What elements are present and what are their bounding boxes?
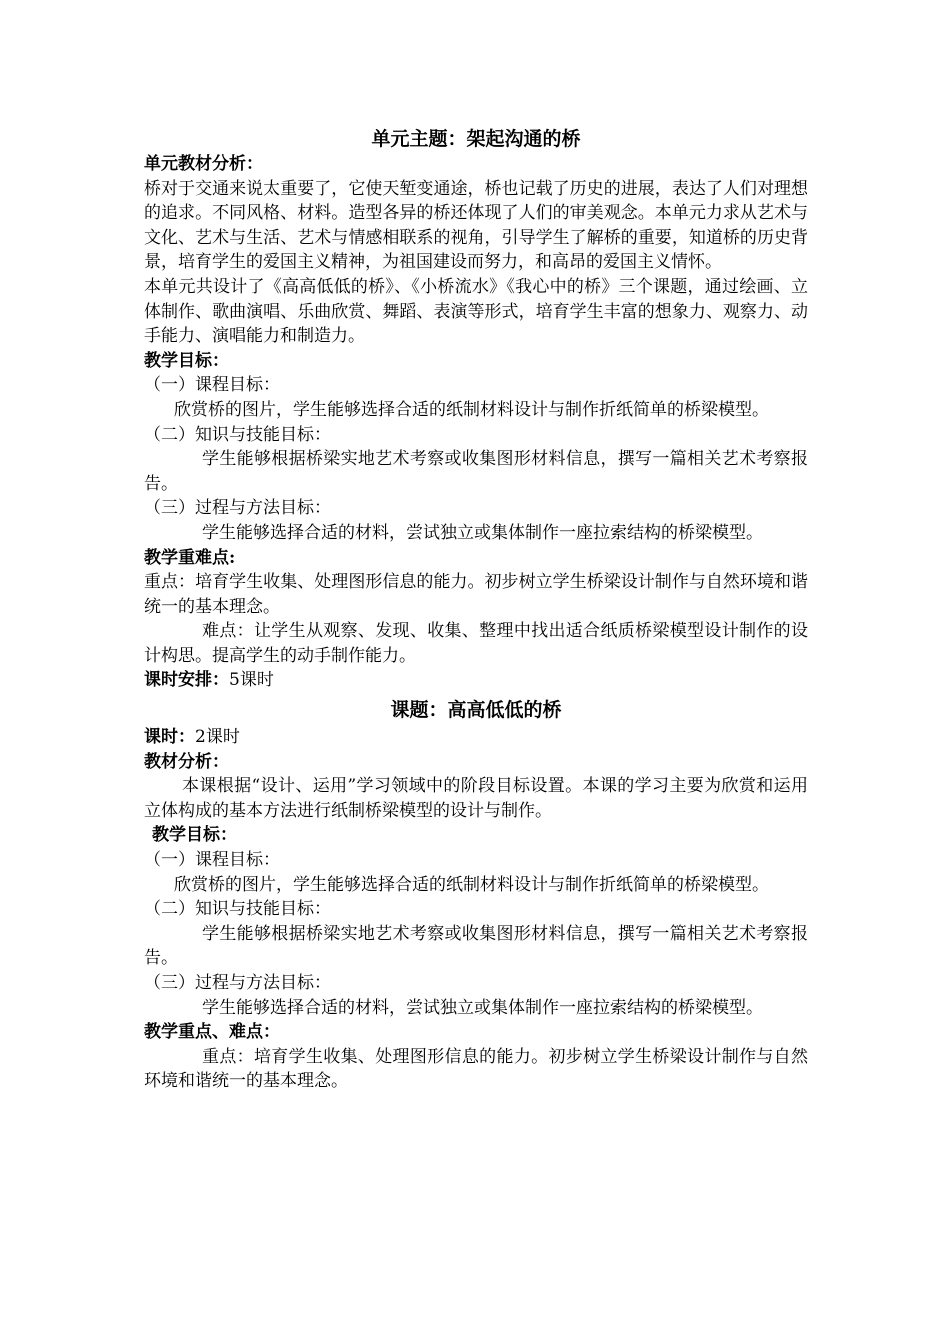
unit-schedule	[144, 668, 808, 693]
lesson-hours	[144, 725, 808, 750]
unit-analysis-paragraph-2: 本单元共设计了《高高低低的桥》、《小桥流水》《我心中的桥》三个课题，通过绘画、立体制作、歌曲演唱、乐曲欣赏、舞蹈、表演等形式，培育学生丰富的想象力、观察力、动手能力、演唱能力和制造力。	[144, 276, 808, 347]
unit-difficult-text: 难点：让学生从观察、发现、收集、整理中找出适合纸质桥梁模型设计制作的设计构思。提高学生的动手制作能力。	[144, 621, 808, 666]
unit-key-heading: 教学重难点:	[144, 547, 236, 568]
lesson-analysis-text: 本课根据“设计、运用”学习领域中的阶段目标设置。本课的学习主要为欣赏和运用立体构成的基本方法进行纸制桥梁模型的设计与制作。	[144, 776, 808, 821]
lesson-analysis-heading: 教材分析：	[144, 751, 229, 772]
unit-goal3-text: 学生能够选择合适的材料，尝试独立或集体制作一座拉索结构的桥梁模型。	[202, 522, 763, 543]
unit-analysis-heading: 单元教材分析：	[144, 154, 263, 174]
unit-goal2-text: 学生能够根据桥梁实地艺术考察或收集图形材料信息，撰写一篇相关艺术考察报告。	[144, 449, 808, 494]
lesson-goal2-title: （二）知识与技能目标：	[144, 899, 331, 920]
unit-goals-heading: 教学目标：	[144, 350, 229, 371]
lesson-goals-heading: 教学目标：	[152, 825, 237, 846]
lesson-hours-label: 课时：	[144, 727, 195, 748]
unit-goal1-title: （一）课程目标：	[144, 375, 280, 396]
lesson-goal3-title: （三）过程与方法目标：	[144, 973, 331, 993]
unit-title: 单元主题：架起沟通的桥	[371, 128, 581, 150]
unit-goal2-title: （二）知识与技能目标：	[144, 424, 331, 445]
unit-schedule-label: 课时安排：	[144, 670, 229, 691]
unit-schedule-value: 5课时	[229, 670, 274, 691]
lesson-goal2-text: 学生能够根据桥梁实地艺术考察或收集图形材料信息，撰写一篇相关艺术考察报告。	[144, 923, 808, 969]
unit-goal1-text: 欣赏桥的图片，学生能够选择合适的纸制材料设计与制作折纸简单的桥梁模型。	[174, 399, 769, 420]
lesson-key-text: 重点：培育学生收集、处理图形信息的能力。初步树立学生桥梁设计制作与自然环境和谐统一的基本理念。	[144, 1046, 808, 1092]
lesson-goal1-text: 欣赏桥的图片，学生能够选择合适的纸制材料设计与制作折纸简单的桥梁模型。	[174, 874, 769, 895]
document-page	[144, 122, 808, 1094]
lesson-key-heading: 教学重点、难点：	[144, 1022, 280, 1043]
unit-key-text: 重点：培育学生收集、处理图形信息的能力。初步树立学生桥梁设计制作与自然环境和谐统一的基本理念。	[144, 572, 808, 617]
lesson-title: 课题：高高低低的桥	[390, 699, 562, 722]
lesson-hours-value: 2课时	[195, 727, 240, 748]
unit-goal3-title: （三）过程与方法目标：	[144, 498, 331, 519]
lesson-goal3-text: 学生能够选择合适的材料，尝试独立或集体制作一座拉索结构的桥梁模型。	[202, 997, 763, 1018]
lesson-goal1-title: （一）课程目标：	[144, 850, 280, 871]
unit-analysis-paragraph-1: 桥对于交通来说太重要了，它使天堑变通途，桥也记载了历史的进展，表达了人们对理想的追求。不同风格、材料。造型各异的桥还体现了人们的审美观念。本单元力求从艺术与文化、艺术与生活、艺术与情感相联系的视角，引导学生了解桥的重要，知道桥的历史背景，培育学生的爱国主义精神，为祖国建设而努力，和高昂的爱国主义情怀。	[144, 178, 808, 273]
